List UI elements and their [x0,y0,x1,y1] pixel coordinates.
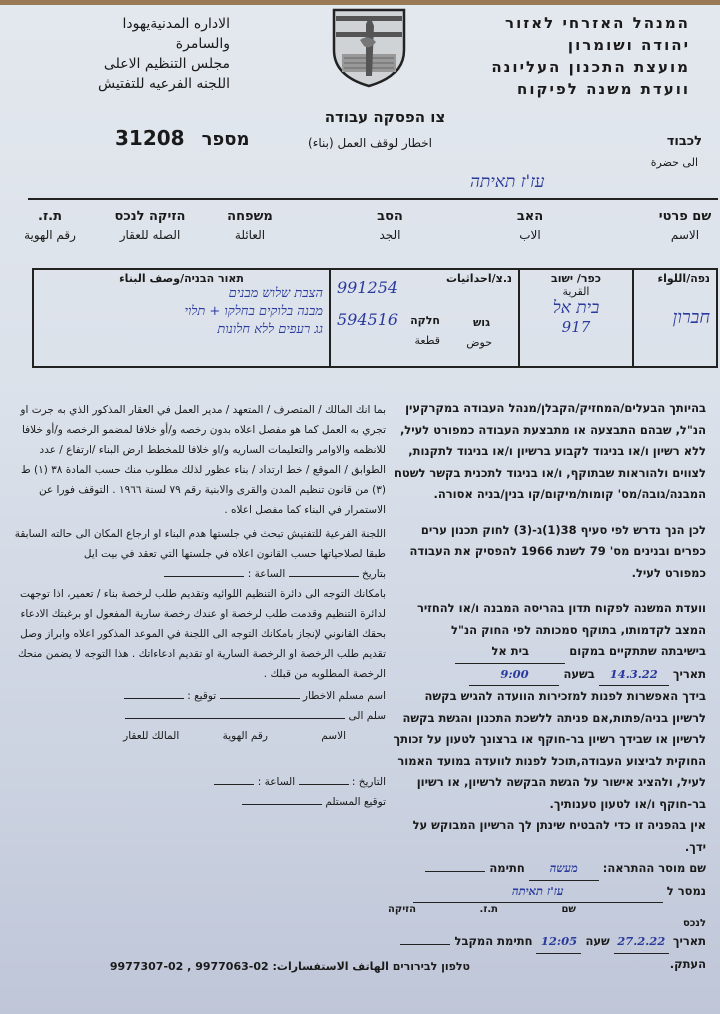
helka-label: חלקה [410,314,440,327]
he-place-label: בישיבתה שתתקיים במקום [569,644,706,658]
hebrew-para-1: בהיותך הבעלים/המחזיק/הקבלן/מנהל העבודה במקרקעין הנ"ל, שבהם התבצעה או מתבצעת העבודה כמפורט לעיל, ללא רשיון ו/או בניגוד לקבוע ברשיון ו/או בניגוד לתקנות, לצווים ולהוראות שבתוקף, ו/או בניגוד לתכנית בקשר לשטח המבנה/גובה/מס' קומות/מיקום/קו בנין/בניה אסורה. [394,401,706,501]
hod-label: حوض [466,336,492,349]
field-label-he: שם פרטי [658,209,712,224]
ar-signature-label: توقيع : [187,690,217,702]
number-value: 31208 [115,126,185,150]
ar-deliverer-label: اسم مسلم الاخطار [302,690,386,702]
number-label: מספר [201,129,250,150]
cell-building-description [33,269,330,367]
field-first-name [650,208,720,244]
building-desc-line: גג רעפים ללא חלונות [217,322,323,337]
he-place-value: בית אל [455,641,565,664]
hebrew-para-2: לכן הנך נדרש לפי סעיף 38(1)ג-(3) לחוק תכנון ערים כפרים ובנינים מס' 79 לשנת 1966 להפסיק את העבודה כמפורט לעיל. [409,522,706,580]
he-date-label: תאריך [672,666,706,681]
building-desc-line: מבנה בלוקים בחלקו + תלוי [184,304,323,319]
hebrew-para-4: בידך האפשרות לפנות למזכירות הוועדה להגיש בקשה לרשיון בניה/פתות,אם פניתה ללשכת התכנון והגשת בקשה לרשיון או שבידך רשיון בר-חוקף או ברצונך לטעון על זכותך החוקית לביצוע העבודה,תוכל לפנות לוועדה במועד האמור לעיל, ולהציג אישור על הגשת הבקשה לרשיון, או רשיון בר-חוקף ו/או לטעון טענותיך. [393,689,706,811]
he-receiver-sig-blank [400,944,450,945]
arabic-para-3: بامكانك التوجه الى دائرة التنظيم اللوائيه وتقديم طلب لرخصة بناء / تعمير، اذا توجهت لدائرة التنظيم وقدمت طلب لرخصة او عندك رخصة سارية المفعول او برغبتك الادعاء بحقك القانوني لإنجاز بامكانك التوجه الى اللجنة في الموعد المذكور اعلاه وابراز وصل تقديم طلب الرخصة او الرخصة السارية او تقديم ادعاءاتك . هذا التوجه لا يضمن منحك الرخصة المطلوبه من قبلك . [17,588,386,680]
ar-recipient-columns [14,726,386,746]
hebrew-para-5: אין בהפניה זו כדי להבטיח שינתן לך הרשיון המבוקש על ידך. [412,818,706,854]
ar-deliverer-blank [220,698,300,699]
ar-receiver-sig-row [14,792,386,812]
he-place-row [388,641,706,664]
to-label-arabic: الى حضرة [650,156,698,169]
he-receiver-sig-label: חתימת המקבל [454,934,533,948]
ar-col-owner: المالك للعقار [123,730,180,742]
header-ar-line: الاداره المدنيةيهودا [122,16,230,32]
field-label-ar: الصله للعقار [119,228,181,242]
header-he-line: וועדת משנה לפיקוח [517,80,690,98]
header-hebrew [460,12,690,100]
field-label-he: הזיקה לנכס [114,209,186,224]
he-time-label: בשעה [563,666,595,681]
cell-district [633,269,717,367]
arabic-para-1: بما انك المالك / المتصرف / المتعهد / مدير العمل في العقار المذكور الذي به جرت او تجري به العمل كما هو مفصل اعلاه بدون رخصه و/أو خلافا لمضمو الرخصه و/أو خلافا للانظمه والاوامر والتعليمات الساريه و/او خلافا للمخطط ارض البناء /ارتفاع / عدد الطوابق / الموقع / خط ارتداد / بناء عظور لذلك مطلوب منك حسب المادة ٣٨ (١) ط (٣) من قانون تنظيم المدن والقرى والابنية رقم ٧٩ لسنة ١٩٦٦ . التوقف فورا عن الاستمرار في البناء كما مفصل اعلاه . [20,404,386,516]
ar-receiver-sig-blank [242,804,322,805]
header-he-line: יהודה ושומרון [567,36,690,54]
district-label: נפה/اللواء [657,272,710,285]
village-value: בית אל [552,298,600,318]
ar-col-id: رقم الهوية [222,730,268,742]
coord-x-value: 991254 [337,278,399,297]
hebrew-para-3: וועדת המשנה לפקוח תדון בהריסה המבנה ו/או להחזיר המצב לקדמותו, בתוקף סמכותה לפי החוק הנ"ל [416,601,706,637]
ar-delivered-to-row [14,706,386,726]
field-label-ar: الاسم [670,228,700,242]
he-date2-value: 27.2.22 [614,931,669,954]
footer-phone: טלפון לבירורים الهاتف الاستفسارات: 02-9977063 , 02-9977307 [109,960,470,973]
he-delivered-to-label: נמסר ל [666,883,706,898]
he-signature-blank [425,871,485,872]
he-time2-label: שעה [585,934,610,948]
village-label-he: כפר/ ישוב [551,272,601,285]
ar-time2-label: الساعة : [257,776,296,788]
ar-time2-blank [214,784,254,785]
qitaa-label: قطعة [414,334,440,347]
ar-deliverer-row [14,686,386,706]
he-recipient-columns [388,903,706,931]
village-value-2: 917 [561,318,591,336]
coat-of-arms-icon [330,6,408,88]
he-time2-value: 12:05 [536,931,581,954]
he-date-value: 14.3.22 [599,664,669,687]
he-delivered-to-row [388,881,706,904]
header-ar-line: والسامرة [175,36,230,52]
field-father [500,208,560,244]
building-label: תאור הבניה/وصف البناء [119,272,244,285]
ar-delivered-to-label: سلم الى [348,710,386,722]
field-label-ar: الجد [379,228,401,242]
ar-date2-blank [299,784,349,785]
page-edge [0,0,720,5]
ar-col-name: الاسم [321,730,346,742]
ar-time-label: الساعة : [247,568,286,580]
document-title-arabic: اخطار لوقف العمل (بناء) [308,136,432,150]
cell-village [519,269,633,367]
to-label-hebrew: לכבוד [666,134,702,149]
he-date-row [388,664,706,687]
document-number [115,126,250,150]
field-label-he: האב [516,209,544,224]
document-title-hebrew: צו הפסקה עבודה [324,108,446,126]
field-label-he: הסב [377,209,403,224]
arabic-hearing-date-row [14,564,386,584]
he-col-name: שם [561,904,576,915]
he-col-relation: הזיקה לנכס [387,904,706,929]
header-ar-line: اللجنه الفرعيه للتفتيش [97,76,230,92]
hebrew-body [388,398,706,975]
he-deliverer-value: מעשה [529,858,599,881]
he-col-id: ת.ז. [479,904,498,915]
field-label-ar: رقم الهوية [24,228,76,242]
header-arabic [30,14,230,94]
he-signature-label: חתימה [489,861,525,875]
he-delivered-to-value: עז'ז תאיתה [413,881,663,904]
ar-date2-row [14,772,386,792]
cell-coordinates [330,269,519,367]
ar-time-blank [164,576,244,577]
header-he-line: המנהל האזרחי לאזור [505,14,690,32]
field-relation [100,208,200,244]
coords-label: נ.צ/احداثيات [446,272,512,285]
coord-y-value: 594516 [337,310,399,329]
recipient-handwritten-name: עז'ז תאיתה [470,172,545,192]
ar-signature-blank [124,698,184,699]
he-date2-row [388,931,706,954]
divider-line [28,198,718,200]
village-label-ar: القرية [562,285,590,298]
header-ar-line: مجلس التنظيم الاعلى [103,56,230,72]
ar-date-label: بتاريخ [361,568,386,580]
field-label-he: ת.ז. [38,209,62,224]
he-deliverer-label: שם מוסר ההתראה: [602,861,706,875]
header-he-line: מועצת התכנון העליונה [491,58,690,76]
field-grandfather [360,208,420,244]
ar-date2-label: التاريخ : [351,776,386,788]
he-copy-label: העתק. [669,956,706,971]
ar-date-blank [289,576,359,577]
field-label-ar: الاب [519,228,541,242]
arabic-body [14,400,386,812]
he-deliverer-row [388,858,706,881]
field-label-he: משפחה [227,209,273,224]
field-label-ar: العائلة [234,228,266,242]
field-family [215,208,285,244]
he-time-value: 9:00 [469,664,559,687]
he-date2-label: תאריך [672,934,706,948]
location-table [32,268,718,368]
district-value: חברון [672,307,710,328]
gush-label: גוש [472,316,490,329]
ar-delivered-to-blank [125,718,345,719]
ar-receiver-sig-label: توقيع المستلم [325,796,386,808]
building-desc-line: הצבת שלוש מבנים [228,286,323,301]
field-id-number [10,208,90,244]
arabic-para-2: اللجنة الفرعية للتفتيش تبحث في جلستها هدم البناء او ارجاع المكان الى حالته السابقة طبقا لصلاحياتها حسب القانون اعلاه في جلستها التي تعقد في بيت ايل [14,528,386,560]
